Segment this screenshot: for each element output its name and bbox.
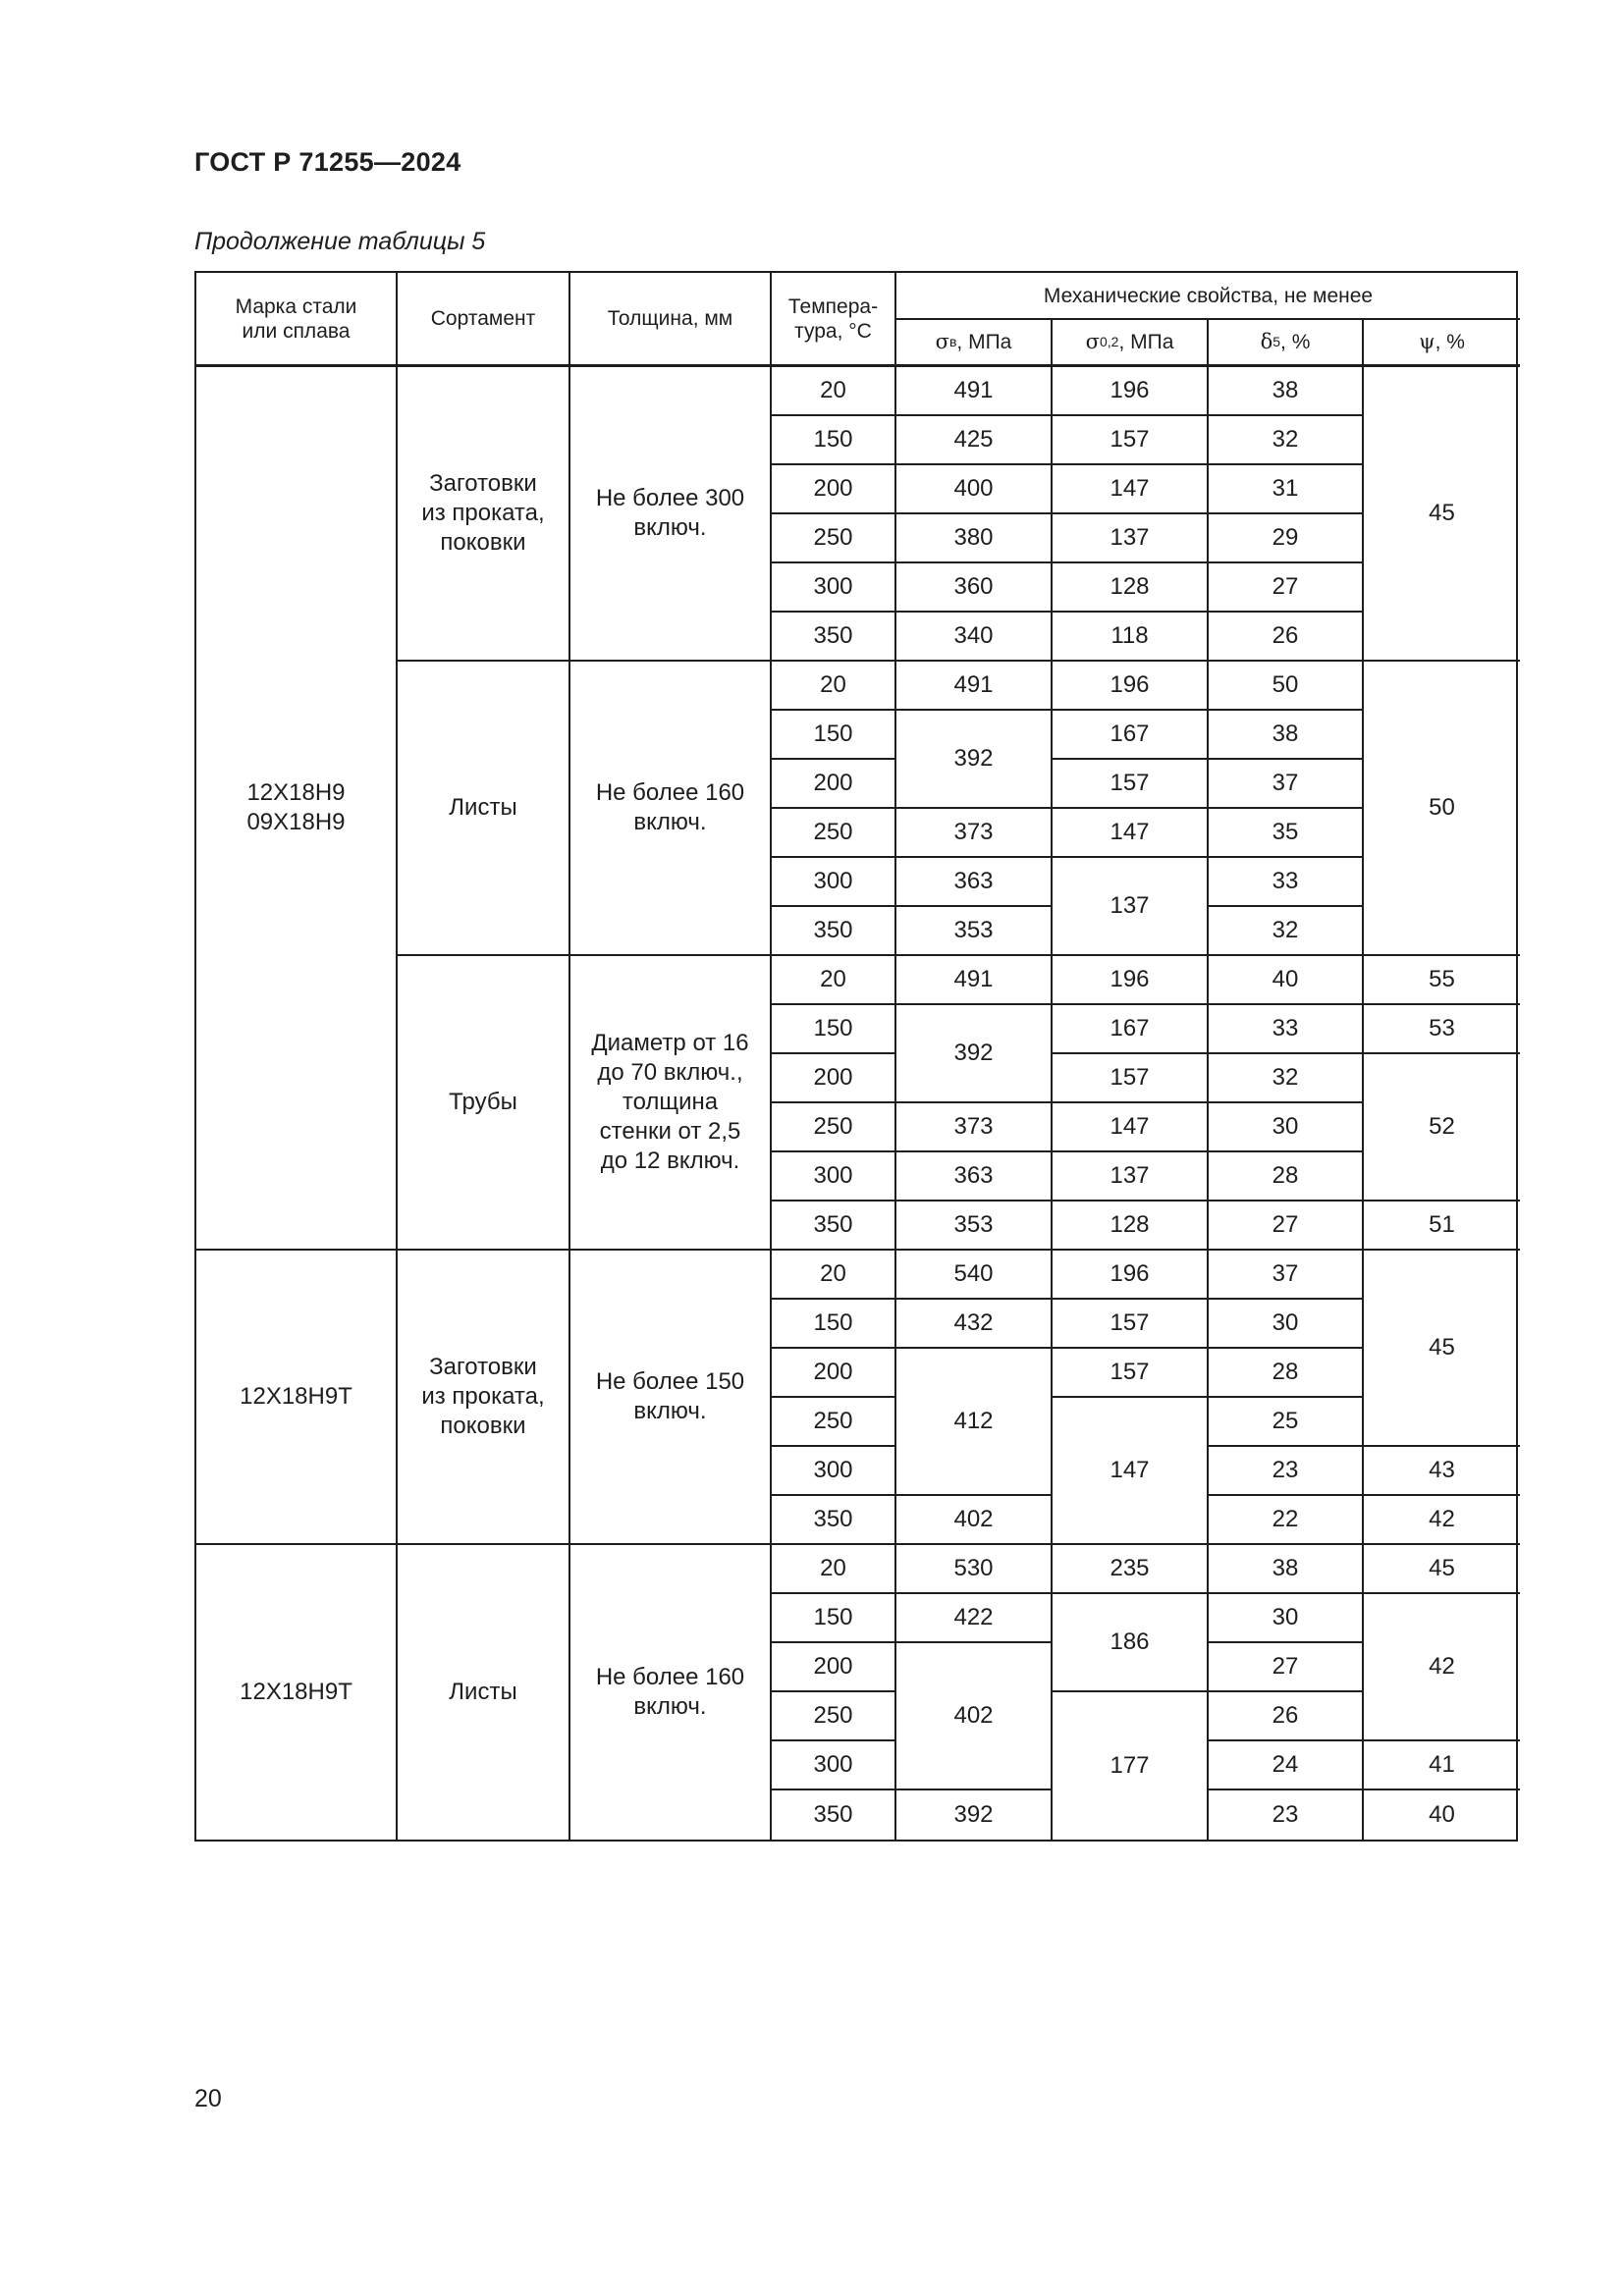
- temperature-cell: 300: [772, 1741, 896, 1790]
- col-header-sigma-b: σ в , МПа: [896, 320, 1053, 367]
- document-title: ГОСТ Р 71255—2024: [194, 147, 461, 177]
- sigma-02-cell: 196: [1053, 1251, 1209, 1300]
- temperature-cell: 200: [772, 1643, 896, 1692]
- delta5-cell: 40: [1209, 956, 1364, 1005]
- sigma-b-cell: 540: [896, 1251, 1053, 1300]
- temperature-cell: 350: [772, 613, 896, 662]
- delta5-cell: 30: [1209, 1103, 1364, 1152]
- thickness-cell: Диаметр от 16 до 70 включ., толщина стенки от 2,5 до 12 включ.: [570, 956, 772, 1251]
- thickness-cell: Не более 160 включ.: [570, 662, 772, 956]
- sigma-02-cell: 118: [1053, 613, 1209, 662]
- temperature-cell: 200: [772, 760, 896, 809]
- sigma-02-cell: 235: [1053, 1545, 1209, 1594]
- thickness-cell: Не более 160 включ.: [570, 1545, 772, 1840]
- sigma-02-cell: 157: [1053, 1054, 1209, 1103]
- sigma-b-cell: 491: [896, 367, 1053, 416]
- sigma-b-cell: 363: [896, 1152, 1053, 1201]
- delta5-cell: 29: [1209, 514, 1364, 563]
- sigma-02-cell: 147: [1053, 1103, 1209, 1152]
- properties-table: [194, 271, 1518, 1842]
- temperature-cell: 20: [772, 956, 896, 1005]
- temperature-cell: 350: [772, 1201, 896, 1251]
- sigma-b-cell: 432: [896, 1300, 1053, 1349]
- sigma-b-cell: 491: [896, 956, 1053, 1005]
- temperature-cell: 250: [772, 1103, 896, 1152]
- sigma-b-cell: 412: [896, 1349, 1053, 1496]
- delta5-cell: 22: [1209, 1496, 1364, 1545]
- sigma-b-cell: 530: [896, 1545, 1053, 1594]
- sigma-02-cell: 147: [1053, 1398, 1209, 1545]
- psi-cell: 45: [1364, 1251, 1520, 1447]
- psi-cell: 43: [1364, 1447, 1520, 1496]
- delta5-cell: 38: [1209, 1545, 1364, 1594]
- sigma-02-cell: 157: [1053, 760, 1209, 809]
- delta5-cell: 24: [1209, 1741, 1364, 1790]
- sigma-b-cell: 373: [896, 809, 1053, 858]
- delta5-cell: 32: [1209, 1054, 1364, 1103]
- assortment-cell: Заготовки из проката, поковки: [398, 1251, 570, 1545]
- sigma-02-cell: 157: [1053, 416, 1209, 465]
- sigma-b-cell: 363: [896, 858, 1053, 907]
- col-header-mechanical-properties: Механические свойства, не менее: [896, 273, 1520, 320]
- temperature-cell: 150: [772, 1300, 896, 1349]
- sigma-02-cell: 157: [1053, 1349, 1209, 1398]
- sigma-b-cell: 340: [896, 613, 1053, 662]
- psi-cell: 42: [1364, 1594, 1520, 1741]
- grade-cell: 12Х18Н9 09Х18Н9: [196, 367, 398, 1251]
- temperature-cell: 250: [772, 514, 896, 563]
- delta5-cell: 38: [1209, 711, 1364, 760]
- col-header-delta5: δ 5 , %: [1209, 320, 1364, 367]
- sigma-b-cell: 380: [896, 514, 1053, 563]
- sigma-02-cell: 137: [1053, 858, 1209, 956]
- page-number: 20: [194, 2085, 222, 2112]
- temperature-cell: 150: [772, 1005, 896, 1054]
- sigma-02-cell: 137: [1053, 514, 1209, 563]
- psi-cell: 51: [1364, 1201, 1520, 1251]
- assortment-cell: Листы: [398, 662, 570, 956]
- temperature-cell: 20: [772, 1545, 896, 1594]
- psi-cell: 52: [1364, 1054, 1520, 1201]
- temperature-cell: 150: [772, 711, 896, 760]
- psi-cell: 45: [1364, 1545, 1520, 1594]
- sigma-02-cell: 196: [1053, 956, 1209, 1005]
- delta5-cell: 37: [1209, 760, 1364, 809]
- temperature-cell: 250: [772, 1692, 896, 1741]
- col-header-psi: ψ , %: [1364, 320, 1520, 367]
- delta5-cell: 35: [1209, 809, 1364, 858]
- sigma-b-cell: 392: [896, 1005, 1053, 1103]
- temperature-cell: 250: [772, 809, 896, 858]
- psi-cell: 53: [1364, 1005, 1520, 1054]
- sigma-b-cell: 422: [896, 1594, 1053, 1643]
- delta5-cell: 26: [1209, 1692, 1364, 1741]
- psi-cell: 42: [1364, 1496, 1520, 1545]
- temperature-cell: 300: [772, 1447, 896, 1496]
- temperature-cell: 200: [772, 1349, 896, 1398]
- temperature-cell: 150: [772, 1594, 896, 1643]
- sigma-02-cell: 186: [1053, 1594, 1209, 1692]
- psi-cell: 41: [1364, 1741, 1520, 1790]
- temperature-cell: 300: [772, 563, 896, 613]
- delta5-cell: 30: [1209, 1300, 1364, 1349]
- col-header-temperature: Темпера- тура, °С: [772, 273, 896, 367]
- temperature-cell: 200: [772, 465, 896, 514]
- sigma-02-cell: 157: [1053, 1300, 1209, 1349]
- col-header-thickness: Толщина, мм: [570, 273, 772, 367]
- temperature-cell: 300: [772, 858, 896, 907]
- assortment-cell: Заготовки из проката, поковки: [398, 367, 570, 662]
- sigma-b-cell: 402: [896, 1496, 1053, 1545]
- delta5-cell: 38: [1209, 367, 1364, 416]
- delta5-cell: 23: [1209, 1447, 1364, 1496]
- col-header-assortment: Сортамент: [398, 273, 570, 367]
- delta5-cell: 23: [1209, 1790, 1364, 1840]
- sigma-b-cell: 425: [896, 416, 1053, 465]
- sigma-02-cell: 196: [1053, 367, 1209, 416]
- sigma-02-cell: 196: [1053, 662, 1209, 711]
- delta5-cell: 28: [1209, 1152, 1364, 1201]
- temperature-cell: 20: [772, 367, 896, 416]
- temperature-cell: 350: [772, 1496, 896, 1545]
- temperature-cell: 250: [772, 1398, 896, 1447]
- sigma-b-cell: 491: [896, 662, 1053, 711]
- temperature-cell: 300: [772, 1152, 896, 1201]
- sigma-02-cell: 137: [1053, 1152, 1209, 1201]
- sigma-b-cell: 373: [896, 1103, 1053, 1152]
- sigma-02-cell: 167: [1053, 1005, 1209, 1054]
- delta5-cell: 31: [1209, 465, 1364, 514]
- grade-cell: 12Х18Н9Т: [196, 1251, 398, 1545]
- col-header-sigma-02: σ 0,2 , МПа: [1053, 320, 1209, 367]
- temperature-cell: 20: [772, 662, 896, 711]
- sigma-b-cell: 392: [896, 711, 1053, 809]
- psi-cell: 40: [1429, 1801, 1455, 1828]
- sigma-b-cell: 402: [896, 1643, 1053, 1790]
- delta5-cell: 25: [1209, 1398, 1364, 1447]
- assortment-cell: Листы: [398, 1545, 570, 1840]
- psi-cell: 45: [1364, 367, 1520, 662]
- col-header-grade: Марка стали или сплава: [196, 273, 398, 367]
- temperature-cell: 150: [772, 416, 896, 465]
- assortment-cell: Трубы: [398, 956, 570, 1251]
- delta5-cell: 37: [1209, 1251, 1364, 1300]
- delta5-cell: 32: [1209, 907, 1364, 956]
- temperature-cell: 350: [772, 1790, 896, 1840]
- sigma-b-cell: 353: [896, 907, 1053, 956]
- sigma-b-cell: 353: [896, 1201, 1053, 1251]
- temperature-cell: 350: [772, 907, 896, 956]
- delta5-cell: 27: [1209, 1643, 1364, 1692]
- sigma-b-cell: 400: [896, 465, 1053, 514]
- delta5-cell: 50: [1209, 662, 1364, 711]
- thickness-cell: Не более 300 включ.: [570, 367, 772, 662]
- sigma-b-cell: 392: [896, 1790, 1053, 1840]
- sigma-02-cell: 128: [1053, 1201, 1209, 1251]
- temperature-cell: 20: [772, 1251, 896, 1300]
- sigma-02-cell: 167: [1053, 711, 1209, 760]
- grade-cell: 12Х18Н9Т: [196, 1545, 398, 1840]
- delta5-cell: 27: [1209, 1201, 1364, 1251]
- delta5-cell: 33: [1209, 858, 1364, 907]
- delta5-cell: 33: [1209, 1005, 1364, 1054]
- delta5-cell: 32: [1209, 416, 1364, 465]
- sigma-02-cell: 177: [1053, 1692, 1209, 1840]
- delta5-cell: 30: [1209, 1594, 1364, 1643]
- psi-cell: 50: [1364, 662, 1520, 956]
- thickness-cell: Не более 150 включ.: [570, 1251, 772, 1545]
- temperature-cell: 200: [772, 1054, 896, 1103]
- delta5-cell: 28: [1209, 1349, 1364, 1398]
- table-caption: Продолжение таблицы 5: [194, 228, 486, 255]
- sigma-02-cell: 147: [1053, 465, 1209, 514]
- sigma-b-cell: 360: [896, 563, 1053, 613]
- delta5-cell: 27: [1209, 563, 1364, 613]
- psi-cell: 55: [1364, 956, 1520, 1005]
- delta5-cell: 26: [1209, 613, 1364, 662]
- sigma-02-cell: 147: [1053, 809, 1209, 858]
- sigma-02-cell: 128: [1053, 563, 1209, 613]
